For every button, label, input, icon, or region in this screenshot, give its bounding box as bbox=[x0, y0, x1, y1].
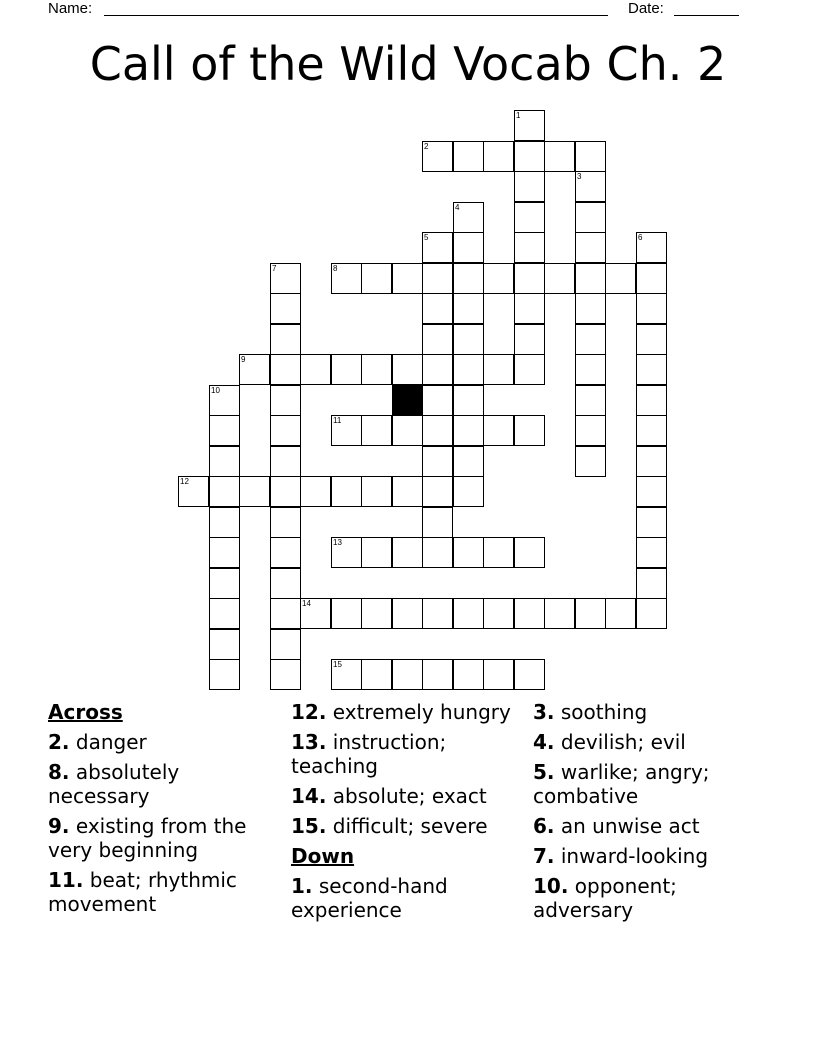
crossword-cell[interactable] bbox=[331, 415, 362, 446]
crossword-cell[interactable] bbox=[514, 415, 545, 446]
crossword-cell[interactable] bbox=[331, 354, 362, 385]
crossword-cell[interactable] bbox=[270, 293, 301, 324]
clue-number: 1. bbox=[291, 874, 313, 898]
crossword-cell[interactable] bbox=[453, 202, 484, 233]
crossword-cell[interactable] bbox=[453, 659, 484, 690]
crossword-cell[interactable] bbox=[422, 385, 453, 416]
cell-number: 3 bbox=[577, 172, 582, 181]
clue-text: warlike; angry; combative bbox=[533, 760, 710, 808]
crossword-cell[interactable] bbox=[453, 324, 484, 355]
crossword-cell[interactable] bbox=[422, 415, 453, 446]
clue-text: danger bbox=[69, 730, 147, 754]
crossword-cell[interactable] bbox=[483, 537, 514, 568]
clue-text: devilish; evil bbox=[554, 730, 686, 754]
crossword-cell[interactable] bbox=[514, 171, 545, 202]
clue-item bbox=[48, 730, 278, 754]
crossword-cell[interactable] bbox=[270, 263, 301, 294]
crossword-cell[interactable] bbox=[575, 202, 606, 233]
name-label: Name: bbox=[48, 0, 93, 17]
clue-text: instruction; teaching bbox=[291, 730, 447, 778]
crossword-cell[interactable] bbox=[453, 293, 484, 324]
clue-number: 9. bbox=[48, 814, 70, 838]
clue-item bbox=[48, 760, 278, 808]
crossword-cell[interactable] bbox=[422, 507, 453, 538]
crossword-cell[interactable] bbox=[636, 385, 667, 416]
clue-number: 2. bbox=[48, 730, 70, 754]
crossword-cell[interactable] bbox=[361, 354, 392, 385]
crossword-cell[interactable] bbox=[392, 354, 423, 385]
crossword-cell[interactable] bbox=[331, 537, 362, 568]
crossword-cell[interactable] bbox=[239, 476, 270, 507]
crossword-cell[interactable] bbox=[270, 415, 301, 446]
crossword-cell[interactable] bbox=[331, 659, 362, 690]
crossword-cell[interactable] bbox=[636, 476, 667, 507]
crossword-cell[interactable] bbox=[209, 568, 240, 599]
crossword-cell[interactable] bbox=[453, 232, 484, 263]
crossword-cell[interactable] bbox=[361, 415, 392, 446]
crossword-cell[interactable] bbox=[270, 385, 301, 416]
crossword-cell[interactable] bbox=[422, 598, 453, 629]
crossword-cell[interactable] bbox=[483, 598, 514, 629]
crossword-cell[interactable] bbox=[514, 263, 545, 294]
crossword-cell[interactable] bbox=[453, 598, 484, 629]
crossword-cell[interactable] bbox=[209, 629, 240, 660]
down-clue-list bbox=[291, 874, 523, 922]
crossword-cell[interactable] bbox=[544, 141, 575, 172]
crossword-cell[interactable] bbox=[239, 354, 270, 385]
crossword-cell[interactable] bbox=[483, 354, 514, 385]
across-clue-list-continued bbox=[291, 700, 523, 838]
cell-number: 1 bbox=[516, 111, 521, 120]
crossword-cell[interactable] bbox=[209, 476, 240, 507]
crossword-cell[interactable] bbox=[209, 659, 240, 690]
cell-number: 7 bbox=[272, 264, 277, 273]
crossword-cell[interactable] bbox=[453, 354, 484, 385]
crossword-cell[interactable] bbox=[544, 598, 575, 629]
clue-item bbox=[533, 844, 763, 868]
crossword-cell[interactable] bbox=[453, 415, 484, 446]
crossword-cell[interactable] bbox=[636, 232, 667, 263]
crossword-cell[interactable] bbox=[453, 385, 484, 416]
crossword-cell[interactable] bbox=[575, 232, 606, 263]
clue-item bbox=[533, 874, 763, 922]
clue-number: 4. bbox=[533, 730, 555, 754]
crossword-cell[interactable] bbox=[300, 354, 331, 385]
crossword-cell[interactable] bbox=[392, 659, 423, 690]
crossword-cell[interactable] bbox=[636, 293, 667, 324]
crossword-cell[interactable] bbox=[422, 141, 453, 172]
clue-number: 8. bbox=[48, 760, 70, 784]
crossword-cell[interactable] bbox=[361, 659, 392, 690]
crossword-cell[interactable] bbox=[422, 263, 453, 294]
clues-column-3 bbox=[533, 700, 763, 928]
crossword-cell[interactable] bbox=[514, 324, 545, 355]
clue-number: 6. bbox=[533, 814, 555, 838]
crossword-cell[interactable] bbox=[575, 415, 606, 446]
clue-item bbox=[291, 784, 523, 808]
crossword-cell[interactable] bbox=[483, 415, 514, 446]
crossword-cell[interactable] bbox=[636, 568, 667, 599]
crossword-cell[interactable] bbox=[514, 110, 545, 141]
clue-text: extremely hungry bbox=[326, 700, 511, 724]
clue-item bbox=[533, 700, 763, 724]
clue-text: inward-looking bbox=[554, 844, 709, 868]
crossword-cell[interactable] bbox=[270, 507, 301, 538]
crossword-cell[interactable] bbox=[514, 202, 545, 233]
cell-number: 13 bbox=[333, 538, 342, 547]
crossword-cell[interactable] bbox=[636, 263, 667, 294]
crossword-cell[interactable] bbox=[422, 537, 453, 568]
crossword-cell[interactable] bbox=[178, 476, 209, 507]
clue-number: 14. bbox=[291, 784, 327, 808]
clue-number: 10. bbox=[533, 874, 569, 898]
crossword-cell[interactable] bbox=[209, 415, 240, 446]
page-title: Call of the Wild Vocab Ch. 2 bbox=[89, 37, 727, 91]
cell-number: 5 bbox=[424, 233, 429, 242]
down-clue-list-continued bbox=[533, 700, 763, 922]
down-heading: Down bbox=[291, 844, 355, 868]
crossword-cell[interactable] bbox=[636, 324, 667, 355]
crossword-cell[interactable] bbox=[453, 263, 484, 294]
crossword-cell[interactable] bbox=[453, 141, 484, 172]
clue-item bbox=[291, 700, 523, 724]
crossword-cell[interactable] bbox=[575, 354, 606, 385]
clue-item bbox=[291, 814, 523, 838]
cell-number: 15 bbox=[333, 660, 342, 669]
crossword-cell[interactable] bbox=[514, 598, 545, 629]
clue-number: 15. bbox=[291, 814, 327, 838]
date-label: Date: bbox=[628, 0, 664, 17]
clue-number: 12. bbox=[291, 700, 327, 724]
crossword-cell[interactable] bbox=[392, 415, 423, 446]
crossword-cell[interactable] bbox=[422, 232, 453, 263]
crossword-cell[interactable] bbox=[514, 354, 545, 385]
clue-text: second-hand experience bbox=[291, 874, 448, 922]
crossword-cell[interactable] bbox=[361, 598, 392, 629]
crossword-cell[interactable] bbox=[514, 537, 545, 568]
cell-number: 10 bbox=[211, 386, 220, 395]
across-clue-list bbox=[48, 730, 278, 916]
crossword-cell[interactable] bbox=[270, 598, 301, 629]
crossword-cell[interactable] bbox=[209, 446, 240, 477]
clue-text: difficult; severe bbox=[326, 814, 488, 838]
crossword-cell[interactable] bbox=[575, 598, 606, 629]
clue-text: an unwise act bbox=[554, 814, 700, 838]
crossword-cell[interactable] bbox=[392, 476, 423, 507]
crossword-cell[interactable] bbox=[422, 476, 453, 507]
crossword-cell[interactable] bbox=[270, 446, 301, 477]
cell-number: 9 bbox=[241, 355, 246, 364]
clue-number: 13. bbox=[291, 730, 327, 754]
clue-item bbox=[291, 874, 523, 922]
crossword-cell[interactable] bbox=[636, 354, 667, 385]
crossword-cell[interactable] bbox=[636, 507, 667, 538]
cell-number: 2 bbox=[424, 142, 429, 151]
crossword-cell[interactable] bbox=[361, 263, 392, 294]
crossword-cell[interactable] bbox=[270, 324, 301, 355]
cell-number: 11 bbox=[333, 416, 342, 425]
clue-text: beat; rhythmic movement bbox=[48, 868, 237, 916]
cell-number: 8 bbox=[333, 264, 338, 273]
crossword-cell[interactable] bbox=[453, 446, 484, 477]
crossword-cell[interactable] bbox=[209, 598, 240, 629]
crossword-cell[interactable] bbox=[422, 446, 453, 477]
cell-number: 4 bbox=[455, 203, 460, 212]
crossword-cell[interactable] bbox=[575, 324, 606, 355]
crossword-cell[interactable] bbox=[483, 141, 514, 172]
clue-text: existing from the very beginning bbox=[48, 814, 247, 862]
across-heading: Across bbox=[48, 700, 123, 724]
crossword-cell[interactable] bbox=[605, 598, 636, 629]
crossword-cell[interactable] bbox=[300, 598, 331, 629]
cell-number: 6 bbox=[638, 233, 643, 242]
black-cell bbox=[392, 385, 423, 416]
crossword-cell[interactable] bbox=[422, 659, 453, 690]
crossword-cell[interactable] bbox=[392, 598, 423, 629]
clue-item bbox=[48, 814, 278, 862]
crossword-cell[interactable] bbox=[575, 263, 606, 294]
crossword-cell[interactable] bbox=[514, 141, 545, 172]
crossword-cell[interactable] bbox=[422, 293, 453, 324]
crossword-cell[interactable] bbox=[453, 476, 484, 507]
clue-text: opponent; adversary bbox=[533, 874, 677, 922]
crossword-cell[interactable] bbox=[575, 446, 606, 477]
crossword-cell[interactable] bbox=[483, 659, 514, 690]
crossword-cell[interactable] bbox=[270, 476, 301, 507]
crossword-cell[interactable] bbox=[636, 415, 667, 446]
crossword-cell[interactable] bbox=[453, 537, 484, 568]
crossword-cell[interactable] bbox=[331, 263, 362, 294]
crossword-cell[interactable] bbox=[575, 141, 606, 172]
crossword-cell[interactable] bbox=[636, 537, 667, 568]
crossword-cell[interactable] bbox=[514, 659, 545, 690]
crossword-cell[interactable] bbox=[605, 263, 636, 294]
clue-item bbox=[291, 730, 523, 778]
clues-column-1 bbox=[48, 700, 278, 922]
crossword-cell[interactable] bbox=[331, 598, 362, 629]
clue-number: 3. bbox=[533, 700, 555, 724]
crossword-cell[interactable] bbox=[514, 232, 545, 263]
crossword-cell[interactable] bbox=[300, 476, 331, 507]
crossword-cell[interactable] bbox=[422, 324, 453, 355]
clue-item bbox=[533, 814, 763, 838]
crossword-cell[interactable] bbox=[514, 293, 545, 324]
crossword-cell[interactable] bbox=[636, 446, 667, 477]
clue-number: 5. bbox=[533, 760, 555, 784]
crossword-cell[interactable] bbox=[209, 537, 240, 568]
crossword-cell[interactable] bbox=[392, 263, 423, 294]
cell-number: 12 bbox=[180, 477, 189, 486]
crossword-cell[interactable] bbox=[483, 263, 514, 294]
crossword-cell[interactable] bbox=[575, 171, 606, 202]
clue-item bbox=[533, 730, 763, 754]
clue-item bbox=[533, 760, 763, 808]
clue-number: 11. bbox=[48, 868, 84, 892]
cell-number: 14 bbox=[302, 599, 311, 608]
crossword-cell[interactable] bbox=[361, 476, 392, 507]
crossword-cell[interactable] bbox=[209, 385, 240, 416]
clue-number: 7. bbox=[533, 844, 555, 868]
clue-text: absolutely necessary bbox=[48, 760, 180, 808]
crossword-cell[interactable] bbox=[331, 476, 362, 507]
crossword-cell[interactable] bbox=[636, 598, 667, 629]
clue-text: soothing bbox=[554, 700, 648, 724]
crossword-cell[interactable] bbox=[270, 568, 301, 599]
crossword-cell[interactable] bbox=[270, 354, 301, 385]
crossword-cell[interactable] bbox=[270, 629, 301, 660]
crossword-cell[interactable] bbox=[575, 293, 606, 324]
crossword-cell[interactable] bbox=[422, 354, 453, 385]
crossword-cell[interactable] bbox=[270, 659, 301, 690]
crossword-cell[interactable] bbox=[544, 263, 575, 294]
clue-text: absolute; exact bbox=[326, 784, 487, 808]
crossword-cell[interactable] bbox=[575, 385, 606, 416]
crossword-cell[interactable] bbox=[270, 537, 301, 568]
crossword-cell[interactable] bbox=[392, 537, 423, 568]
clue-item bbox=[48, 868, 278, 916]
clues-column-2 bbox=[291, 700, 523, 928]
crossword-cell[interactable] bbox=[209, 507, 240, 538]
crossword-cell[interactable] bbox=[361, 537, 392, 568]
